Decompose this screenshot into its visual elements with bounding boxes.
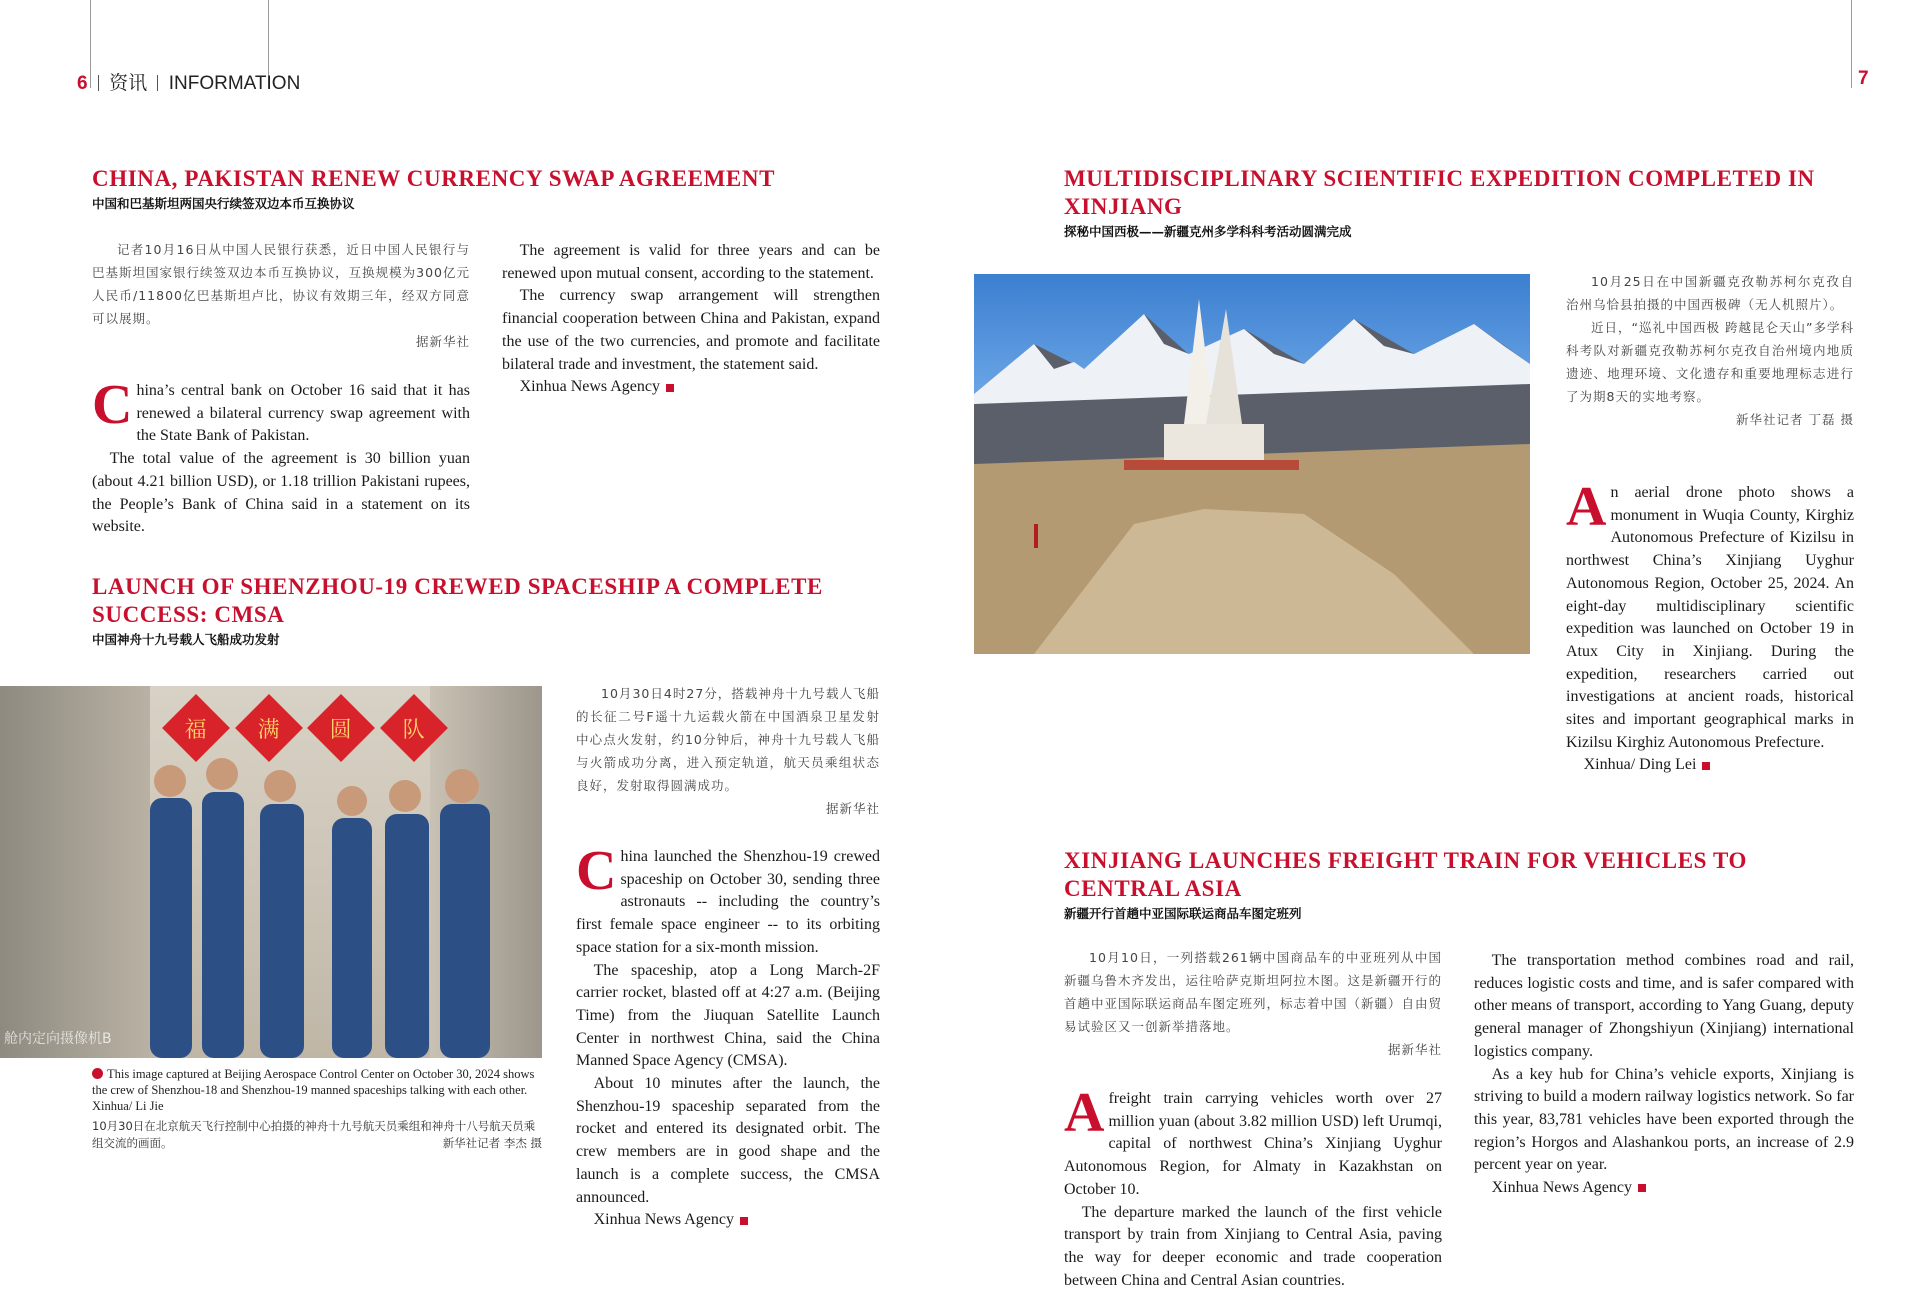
article3-paragraph-1: An aerial drone photo shows a monument in Wuqia County, Kirghiz Autonomous Prefecture of Kizilsu in northwest China’s Xinjiang Uyghur Autonomous Region, October 25, 2024. An eight-day multidisciplinary scientific expedition was launched on October 19 in Atux City in Xinjiang. During the expedition, researchers carried out investigations at ancient roads, historical sites and important geographical marks in Kizilsu Kirghiz Autonomous Prefecture.	[1566, 476, 1854, 751]
astronaut-figures	[130, 726, 510, 1058]
banner-char: 圆	[330, 717, 353, 743]
article2-summary-text: 10月30日4时27分，搭载神舟十九号载人飞船的长征二号F遥十九运载火箭在中国酒泉卫星发射中心点火发射，约10分钟后，神舟十九号载人飞船与火箭成功分离，进入预定轨道，航天员乘组状态良好，发射取得圆满成功。	[576, 686, 880, 793]
end-mark-icon	[1702, 762, 1710, 770]
article1-source-cn: 据新华社	[415, 334, 470, 349]
article2-subtitle-cn: 中国神舟十九号载人飞船成功发射	[92, 632, 280, 647]
article1-body-col2	[502, 240, 880, 399]
article4-body-col1	[1064, 1082, 1442, 1292]
monument-scene	[974, 274, 1530, 654]
article3-drop-cap: A	[1566, 476, 1607, 538]
article3-body	[1566, 476, 1854, 777]
article1-paragraph-2: The total value of the agreement is 30 billion yuan (about 4.21 billion USD), or 1.18 trillion Pakistani rupees, the People’s Bank of China said in a statement on its website.	[92, 450, 470, 536]
article4-drop-cap: A	[1064, 1082, 1105, 1144]
article2-paragraph-2: The spaceship, atop a Long March-2F carrier rocket, blasted off at 4:27 a.m. (Beijing Time) from the Jiuquan Satellite Launch Center in northwest China, said the China Manned Space Agency (CMSA).	[576, 961, 880, 1070]
article3-source-cn: 新华社记者 丁磊 摄	[1736, 412, 1854, 427]
article3-signature: Xinhua/ Ding Lei	[1566, 754, 1854, 777]
caption-marker-icon	[92, 1068, 103, 1079]
banner-char: 满	[257, 717, 280, 743]
article4-subtitle-cn: 新疆开行首趟中亚国际联运商品车图定班列	[1064, 906, 1302, 921]
article1-summary-cn	[92, 238, 470, 353]
article3-title: MULTIDISCIPLINARY SCIENTIFIC EXPEDITION COMPLETED IN XINJIANG	[1064, 166, 1815, 219]
article4-title: XINJIANG LAUNCHES FREIGHT TRAIN FOR VEHICLES TO CENTRAL ASIA	[1064, 848, 1748, 901]
article4-source-cn: 据新华社	[1387, 1042, 1442, 1057]
article3-summary-text-1: 10月25日在中国新疆克孜勒苏柯尔克孜自治州乌恰县拍摄的中国西极碑（无人机照片）。	[1566, 274, 1854, 312]
article2-paragraph-3: About 10 minutes after the launch, the Shenzhou-19 spaceship separated from the rocket and entered its designated orbit. The crew members are in good shape and the launch is a complete success, the CMSA announced.	[576, 1075, 880, 1206]
article2-source-cn: 据新华社	[825, 801, 880, 816]
article1-title: CHINA, PAKISTAN RENEW CURRENCY SWAP AGREEMENT	[92, 166, 776, 191]
article4-paragraph-3: The transportation method combines road and rail, reduces logistic costs and time, and is safer compared with other means of transport, according to Yang Guang, deputy general manager of Zhongshiyun (Xinjiang) international logistics company.	[1474, 952, 1854, 1060]
article4-summary-text: 10月10日，一列搭载261辆中国商品车的中亚班列从中国新疆乌鲁木齐发出，运往哈萨克斯坦阿拉木图。这是新疆开行的首趟中亚国际联运商品车图定班列，标志着中国（新疆）自由贸易试验区又一创新举措落地。	[1064, 950, 1443, 1034]
running-header-left	[77, 68, 300, 95]
end-mark-icon	[666, 384, 674, 392]
article1-subtitle-cn: 中国和巴基斯坦两国央行续签双边本币互换协议	[92, 196, 355, 211]
end-mark-icon	[740, 1217, 748, 1225]
end-mark-icon	[1638, 1184, 1646, 1192]
article1-paragraph-3: The agreement is valid for three years and can be renewed upon mutual consent, according to the statement.	[502, 242, 880, 282]
article2-photo-caption-en: This image captured at Beijing Aerospace Control Center on October 30, 2024 shows the crew of Shenzhou-18 and Shenzhou-19 manned spaceships talking with each other. Xinhua/ Li Jie	[92, 1067, 535, 1113]
article4-body-col2	[1474, 950, 1854, 1200]
article1-drop-cap: C	[92, 374, 133, 436]
article4-signature: Xinhua News Agency	[1474, 1177, 1854, 1200]
right-page-number: 7	[1858, 68, 1869, 89]
article2-title: LAUNCH OF SHENZHOU-19 CREWED SPACESHIP A COMPLETE SUCCESS: CMSA	[92, 574, 823, 627]
article2-signature: Xinhua News Agency	[576, 1209, 880, 1232]
article3-summary-text-2: 近日，“巡礼中国西极 跨越昆仑天山”多学科科考队对新疆克孜勒苏柯尔克孜自治州境内地质遗迹、地理环境、文化遗存和重要地理标志进行了为期8天的实地考察。	[1566, 320, 1854, 404]
article2-photo-credit-cn: 新华社记者 李杰 摄	[442, 1136, 542, 1150]
article2-paragraph-1: China launched the Shenzhou-19 crewed spaceship on October 30, sending three astronauts -- including the country’s first female space engineer -- to its orbiting space station for a six-month mission.	[576, 840, 880, 956]
article1-paragraph-4: The currency swap arrangement will strengthen financial cooperation between China and Pakistan, expand the use of the two currencies, and promote and facilitate bilateral trade and investment, the statement said.	[502, 287, 880, 373]
banner-char: 福	[185, 717, 208, 743]
article2-summary-cn	[576, 682, 880, 820]
section-name-en: INFORMATION	[168, 73, 301, 94]
article4-paragraph-2: The departure marked the launch of the first vehicle transport by train from Xinjiang to Central Asia, paving the way for deeper economic and trade cooperation between China and Central Asian countries.	[1064, 1203, 1442, 1289]
cabin-wall-left	[0, 686, 150, 1058]
section-name-cn: 资讯	[109, 72, 148, 94]
article1-body-col1	[92, 374, 470, 539]
article2-photo-caption-cn: 10月30日在北京航天飞行控制中心拍摄的神舟十九号航天员乘组和神舟十八号航天员乘组交流的画面。 新华社记者 李杰 摄	[92, 1119, 542, 1150]
header-rule-right	[1851, 0, 1852, 88]
article3-subtitle-cn: 探秘中国西极——新疆克州多学科科考活动圆满完成	[1064, 224, 1352, 239]
monument-photo	[974, 274, 1530, 654]
banner-char: 队	[402, 717, 425, 743]
article4-summary-cn	[1064, 946, 1442, 1061]
article3-summary-cn	[1566, 270, 1854, 431]
article4-paragraph-1: A freight train carrying vehicles worth over 27 million yuan (about 3.82 million USD) left Urumqi, capital of northwest China’s Xinjiang Uyghur Autonomous Region, for Almaty in Kazakhstan on October 10.	[1064, 1082, 1442, 1198]
article1-summary-text: 记者10月16日从中国人民银行获悉，近日中国人民银行与巴基斯坦国家银行续签双边本币互换协议，互换规模为300亿元人民币/11800亿巴基斯坦卢比，协议有效期三年，经双方同意可以展期。	[92, 242, 470, 326]
article1-paragraph-1: China’s central bank on October 16 said that it has renewed a bilateral currency swap agreement with the State Bank of Pakistan.	[92, 374, 470, 445]
article2-drop-cap: C	[576, 840, 617, 902]
article2-body	[576, 840, 880, 1232]
article4-paragraph-4: As a key hub for China’s vehicle exports, Xinjiang is striving to build a modern railway logistics network. So far this year, 83,781 vehicles have been exported through the region’s Horgos and Alashankou ports, an increase of 2.9 percent year on year.	[1474, 1065, 1854, 1174]
article1-signature: Xinhua News Agency	[502, 376, 880, 399]
astronauts-photo	[0, 686, 542, 1058]
camera-overlay-text: 舱内定向摄像机B	[4, 1031, 112, 1047]
left-page-number: 6	[77, 73, 88, 94]
